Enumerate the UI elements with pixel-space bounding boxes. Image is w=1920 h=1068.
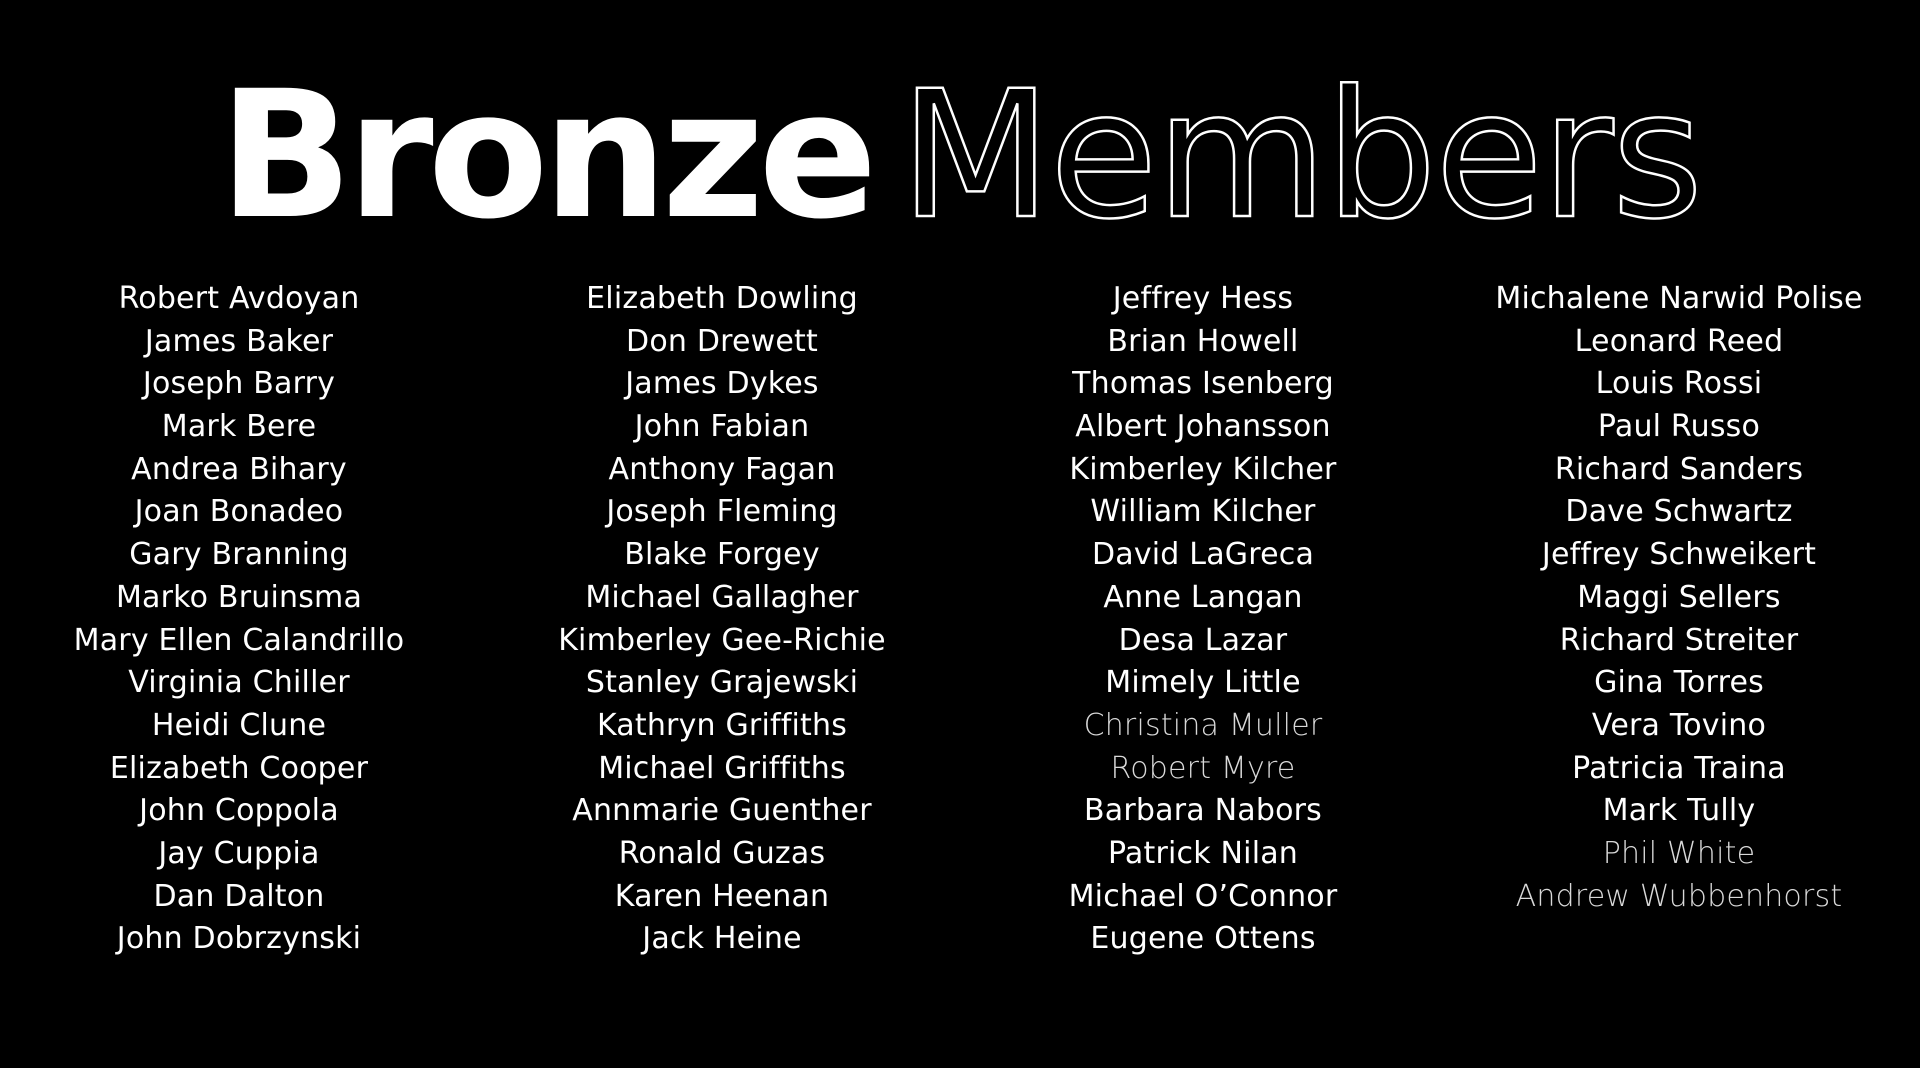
member-name: Kathryn Griffiths [596, 707, 848, 743]
member-name: Blake Forgey [624, 537, 820, 573]
member-name: Karen Heenan [614, 878, 830, 914]
member-name: Louis Rossi [1595, 366, 1763, 402]
member-name: Jack Heine [642, 921, 802, 957]
member-name: Phil White [1602, 835, 1756, 871]
member-name: Christina Muller [1083, 707, 1323, 743]
member-name: Anthony Fagan [608, 451, 836, 487]
member-name: Kimberley Gee-Richie [558, 622, 886, 658]
member-name: William Kilcher [1090, 494, 1316, 530]
member-name: James Baker [144, 323, 334, 359]
member-name: Michael O’Connor [1068, 878, 1338, 914]
member-name: Dave Schwartz [1565, 494, 1793, 530]
member-name: Albert Johansson [1075, 409, 1331, 445]
member-name: Thomas Isenberg [1072, 366, 1334, 402]
member-name: Marko Bruinsma [115, 579, 363, 615]
member-name: Robert Avdoyan [118, 281, 360, 316]
member-name: Gina Torres [1594, 665, 1764, 701]
member-name: John Coppola [139, 793, 339, 829]
member-name: Richard Sanders [1554, 451, 1804, 487]
member-name: Joseph Fleming [606, 494, 838, 530]
member-name: David LaGreca [1091, 537, 1315, 573]
member-name: Heidi Clune [151, 707, 327, 743]
member-name: Barbara Nabors [1084, 793, 1322, 829]
member-name: Elizabeth Dowling [586, 281, 858, 316]
member-name: Ronald Guzas [618, 835, 826, 871]
title-light-word: Members [899, 53, 1702, 258]
member-name: Patricia Traina [1572, 750, 1786, 786]
member-name: Elizabeth Cooper [109, 750, 369, 786]
member-name: Richard Streiter [1559, 622, 1799, 658]
member-name: Jay Cuppia [158, 835, 320, 871]
member-name: Vera Tovino [1591, 707, 1767, 743]
member-column-3 [968, 278, 1438, 961]
member-name: Robert Myre [1110, 750, 1296, 786]
member-name: John Fabian [634, 409, 810, 445]
member-name: Desa Lazar [1118, 622, 1288, 658]
member-name: Virginia Chiller [128, 665, 350, 701]
member-name: Michael Gallagher [585, 579, 859, 615]
member-name: Eugene Ottens [1090, 921, 1316, 957]
member-name: Jeffrey Hess [1112, 281, 1294, 316]
member-name: Stanley Grajewski [585, 665, 859, 701]
member-name: Annmarie Guenther [572, 793, 872, 829]
member-name: Don Drewett [626, 323, 818, 359]
member-name: Kimberley Kilcher [1069, 451, 1337, 487]
member-name: Mark Bere [161, 409, 317, 445]
member-name: Andrew Wubbenhorst [1515, 878, 1843, 914]
member-name: Jeffrey Schweikert [1541, 537, 1817, 573]
member-column-1 [4, 278, 474, 961]
member-name: Joseph Barry [142, 366, 336, 402]
member-name: James Dykes [625, 366, 819, 402]
member-name: Anne Langan [1103, 579, 1303, 615]
page-title [0, 53, 1920, 258]
member-name: Michalene Narwid Polise [1495, 281, 1863, 316]
member-name: Paul Russo [1597, 409, 1761, 445]
member-name: John Dobrzynski [116, 921, 362, 957]
member-column-2 [487, 278, 957, 961]
member-name: Dan Dalton [153, 878, 325, 914]
member-name: Mark Tully [1602, 793, 1756, 829]
member-column-4 [1444, 278, 1914, 918]
member-name: Mary Ellen Calandrillo [73, 622, 405, 658]
member-name: Andrea Bihary [131, 451, 347, 487]
member-name: Joan Bonadeo [134, 494, 344, 530]
member-name: Michael Griffiths [598, 750, 846, 786]
title-bold-word: Bronze [218, 53, 872, 258]
member-name: Mimely Little [1105, 665, 1301, 701]
member-columns [0, 278, 1920, 978]
member-name: Brian Howell [1107, 323, 1299, 359]
member-name: Patrick Nilan [1107, 835, 1299, 871]
member-name: Maggi Sellers [1577, 579, 1781, 615]
member-name: Gary Branning [129, 537, 349, 573]
member-name: Leonard Reed [1574, 323, 1784, 359]
